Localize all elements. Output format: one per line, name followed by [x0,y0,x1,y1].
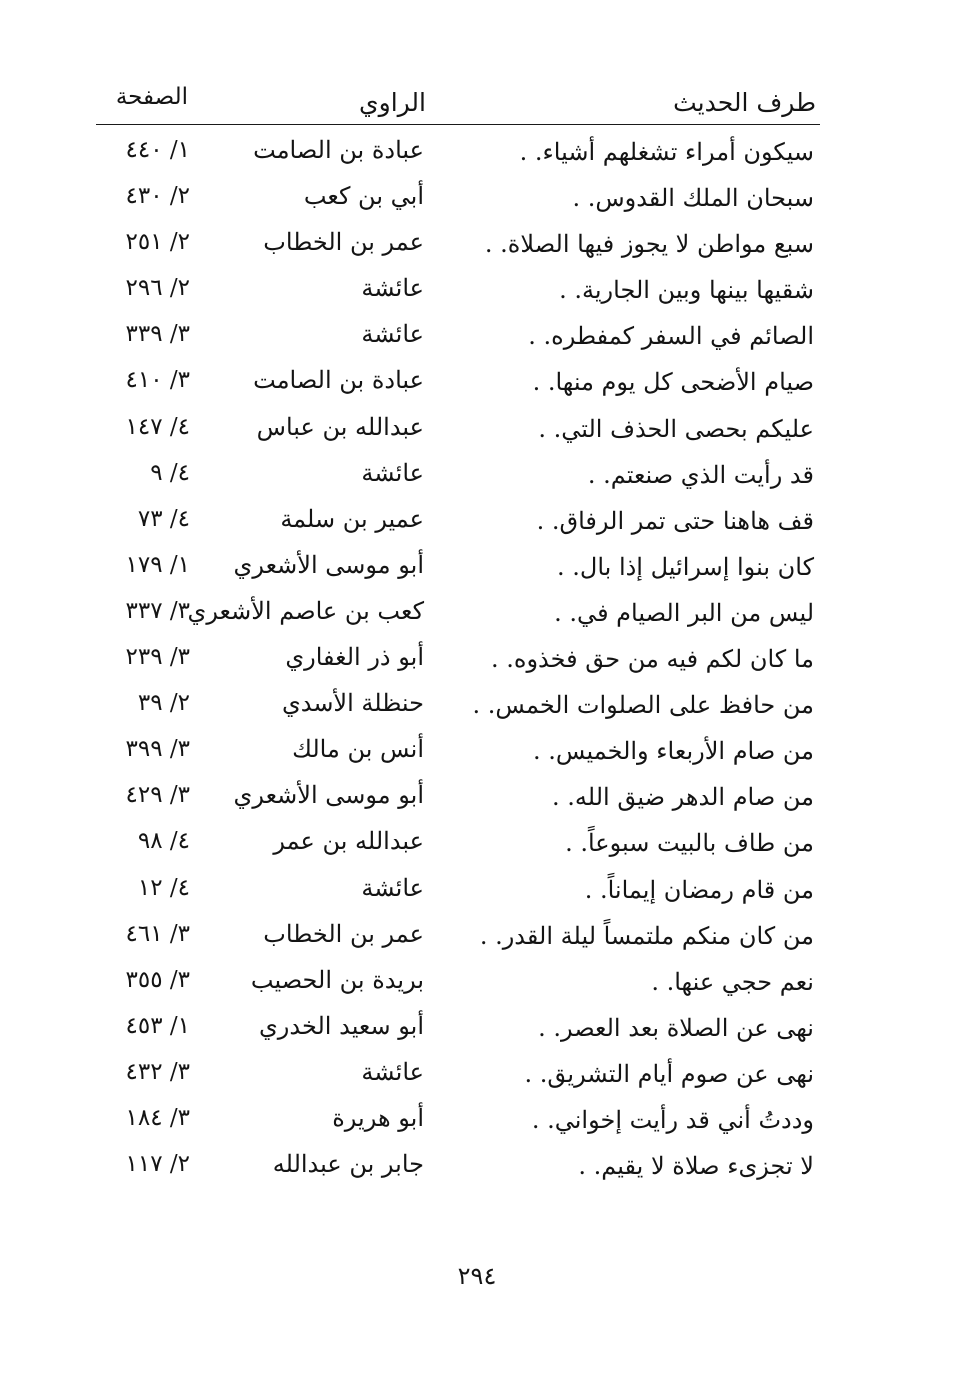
page-reference: ٣/ ٤١٠ [125,367,190,394]
hadith-text: نهى عن الصلاة بعد العصر. . [538,1013,814,1042]
page-reference: ٤/ ٩٨ [137,828,190,855]
page-number: ٢٩٤ [457,1262,497,1290]
page-reference: ٤/ ١٢ [137,874,190,901]
narrator-name: عائشة [361,1057,424,1086]
table-row [96,1145,820,1191]
narrator-name: عمر بن الخطاب [263,919,424,948]
narrator-name: عائشة [361,458,424,487]
narrator-name: أبو ذر الغفاري [285,643,424,672]
table-row [96,500,820,546]
narrator-name: أبو سعيد الخدري [259,1011,424,1040]
table-row [96,776,820,822]
header-divider [96,124,820,125]
table-row [96,131,820,177]
table-row [96,915,820,961]
table-row [96,592,820,638]
narrator-name: بريدة بن الحصيب [250,965,424,994]
narrator-name: أبي بن كعب [303,182,424,211]
page-reference: ٤/ ٩ [150,459,190,486]
hadith-text: سبحان الملك القدوس. . [572,184,814,213]
narrator-name: أنس بن مالك [292,735,424,764]
page-reference: ٣/ ١٨٤ [125,1104,190,1131]
page-reference: ٢/ ٤٣٠ [125,183,190,210]
page-reference: ١/ ١٧٩ [125,551,190,578]
page-reference: ٣/ ٤٦١ [125,920,190,947]
hadith-text: من قام رمضان إيماناً. . [584,875,814,904]
narrator-name: عبدالله بن عباس [256,412,424,441]
hadith-text: سبع مواطن لا يجوز فيها الصلاة. . [484,230,814,259]
page-reference: ١/ ٤٤٠ [125,137,190,163]
table-row [96,269,820,315]
page-reference: ٤/ ١٤٧ [125,413,190,440]
hadith-text: من حافظ على الصلوات الخمس. . [472,691,814,720]
narrator-name: عمير بن سلمة [280,504,424,533]
narrator-name: عائشة [361,873,424,902]
hadith-text: ليس من البر الصيام في. . [554,598,814,627]
narrator-name: عمر بن الخطاب [263,228,424,257]
header-page-label: الصفحة [115,84,188,110]
hadith-text: صيام الأضحى كل يوم منها. . [532,368,814,397]
hadith-text: وددتُ أني قد رأيت إخواني. . [531,1105,814,1134]
index-table-body [96,131,820,1191]
hadith-text: سيكون أمراء تشغلهم أشياء. . [519,138,814,166]
table-row [96,177,820,223]
page-reference: ٣/ ٣٩٩ [125,736,190,763]
hadith-text: ما كان لكم فيه من حق فخذوه. . [490,645,814,674]
hadith-text: الصائم في السفر كمفطره. . [528,322,814,351]
narrator-name: عبادة بن الصامت [253,136,424,164]
page-reference: ٣/ ٣٣٧ [125,597,190,624]
narrator-name: كعب بن عاصم الأشعري [187,596,424,625]
table-row [96,730,820,776]
narrator-name: حنظلة الأسدي [281,689,424,718]
page-reference: ٣/ ٤٣٢ [125,1058,190,1085]
hadith-text: نهى عن صوم أيام التشريق. . [524,1059,814,1088]
table-row [96,822,820,868]
narrator-name: عبدالله بن عمر [273,827,424,856]
header-narrator-label: الراوي [359,88,426,117]
table-row [96,408,820,454]
table-row [96,638,820,684]
table-row [96,223,820,269]
page-reference: ٢/ ٣٩ [137,690,190,717]
narrator-name: جابر بن عبدالله [272,1150,424,1179]
table-row [96,454,820,500]
table-row [96,546,820,592]
hadith-text: من صام الدهر ضيق الله. . [552,783,814,812]
narrator-name: عائشة [361,320,424,349]
page-reference: ٣/ ٣٥٥ [125,966,190,993]
hadith-text: من كان منكم ملتمساً ليلة القدر. . [479,921,814,950]
table-row [96,315,820,361]
page-reference: ٣/ ٣٣٩ [125,321,190,348]
page-reference: ٢/ ١١٧ [125,1151,190,1178]
page-reference: ٤/ ٧٣ [137,505,190,532]
narrator-name: أبو موسى الأشعري [233,781,424,810]
hadith-text: قف هاهنا حتى تمر الرفاق. . [536,506,814,535]
hadith-text: كان بنوا إسرائيل إذا بال. . [557,552,814,581]
narrator-name: أبو موسى الأشعري [233,550,424,579]
narrator-name: عبادة بن الصامت [253,366,424,395]
table-row [96,361,820,407]
page-reference: ١/ ٤٥٣ [125,1012,190,1039]
header-hadith-label: طرف الحديث [673,88,816,117]
table-row [96,869,820,915]
table-row [96,684,820,730]
table-row [96,1053,820,1099]
hadith-text: نعم حجي عنها. . [651,967,814,996]
hadith-text: عليكم بحصى الحذف التي. . [538,414,814,443]
table-row [96,961,820,1007]
page-reference: ٣/ ٢٣٩ [125,644,190,671]
table-row [96,1099,820,1145]
page-reference: ٣/ ٤٢٩ [125,782,190,809]
page-reference: ٢/ ٢٥١ [125,229,190,256]
hadith-text: لا تجزىء صلاة لا يقيم. . [578,1152,814,1181]
index-table-header [96,84,820,124]
narrator-name: أبو هريرة [332,1103,424,1132]
hadith-text: شقيها بينها وبين الجارية. . [559,276,814,305]
table-row [96,1007,820,1053]
hadith-text: من صام الأربعاء والخميس. . [532,737,814,766]
hadith-text: من طاف بالبيت سبوعاً. . [565,829,814,858]
page-reference: ٢/ ٢٩٦ [125,275,190,302]
narrator-name: عائشة [361,274,424,303]
hadith-text: قد رأيت الذي صنعتم. . [587,460,814,489]
